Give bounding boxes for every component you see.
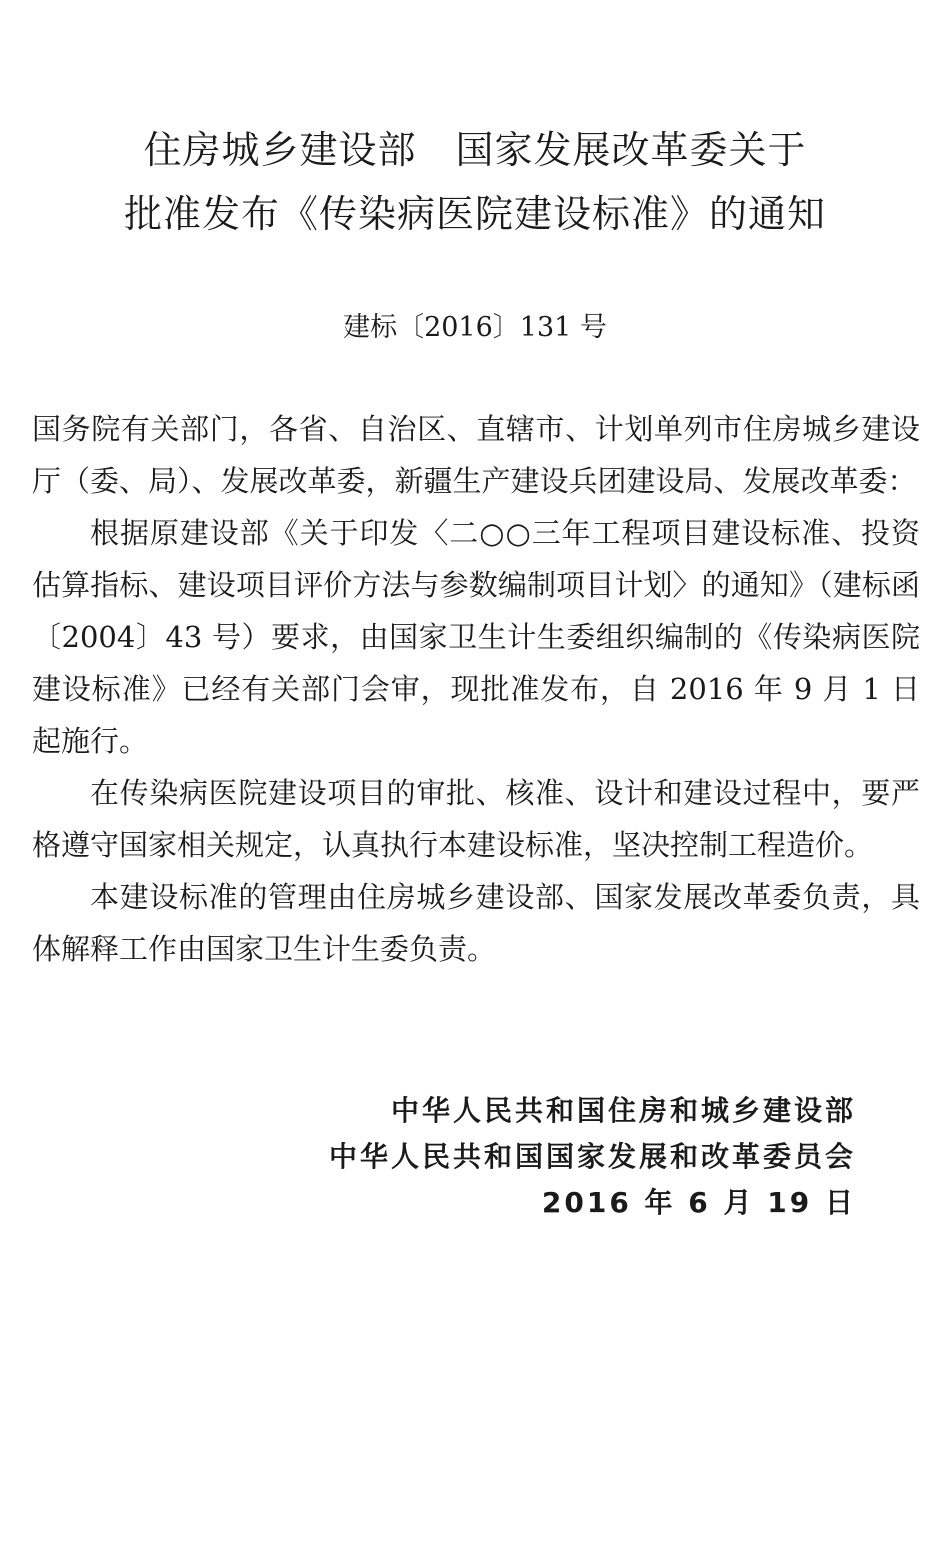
signing-date: 2016 年 6 月 19 日 [541,1186,856,1219]
notice-title-line-1: 住房城乡建设部 国家发展改革委关于 [143,128,807,172]
notice-body [32,403,920,975]
notice-title-line-2: 批准发布《传染病医院建设标准》的通知 [123,192,826,236]
body-paragraph-2: 在传染病医院建设项目的审批、核准、设计和建设过程中，要严格遵守国家相关规定，认真执行本建设标准，坚决控制工程造价。 [32,776,920,862]
signing-organization-1: 中华人民共和国住房和城乡建设部 [390,1094,856,1127]
signature-block [256,1088,856,1226]
body-paragraph-3: 本建设标准的管理由住房城乡建设部、国家发展改革委负责，具体解释工作由国家卫生计生委负责。 [32,880,920,966]
signing-organization-2: 中华人民共和国国家发展和改革委员会 [328,1140,856,1173]
addressee-paragraph: 国务院有关部门，各省、自治区、直辖市、计划单列市住房城乡建设厅（委、局）、发展改革委，新疆生产建设兵团建设局、发展改革委： [32,412,920,498]
body-paragraph-1: 根据原建设部《关于印发〈二○○三年工程项目建设标准、投资估算指标、建设项目评价方法与参数编制项目计划〉的通知》（建标函〔2004〕43 号）要求，由国家卫生计生委组织编制的《传染病医院建设标准》已经有关部门会审，现批准发布，自 2016 年 9 月 1 日起施行。 [32,516,920,758]
document-number: 建标〔2016〕131 号 [343,312,607,343]
